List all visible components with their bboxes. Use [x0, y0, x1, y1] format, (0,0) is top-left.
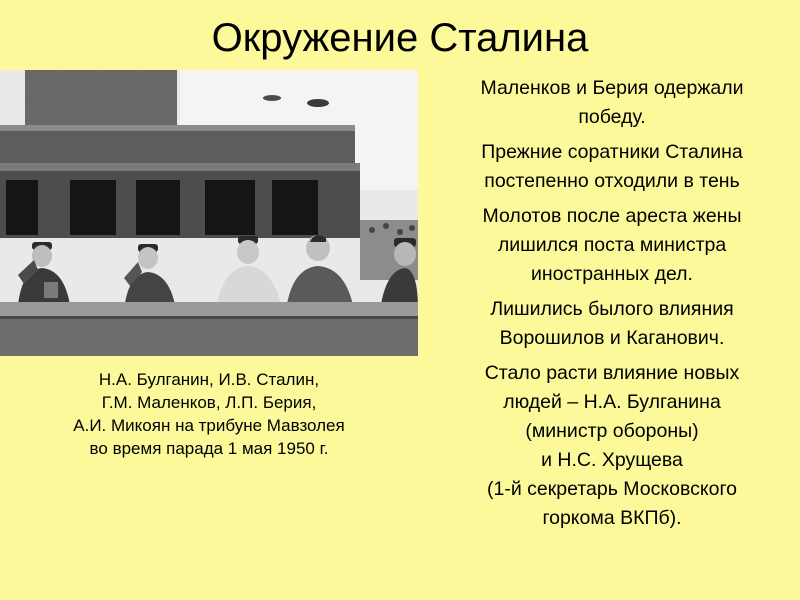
text-line: иностранных дел.	[531, 263, 693, 285]
paragraph	[424, 74, 800, 132]
text-line: Стало расти влияние новых	[484, 362, 740, 384]
text-line: Прежние соратники Сталина	[481, 141, 743, 163]
paragraph	[424, 359, 800, 533]
text-line: Лишились былого влияния	[490, 298, 734, 320]
caption-line: во время парада 1 мая 1950 г.	[89, 439, 329, 458]
caption-line: Н.А. Булганин, И.В. Сталин,	[98, 370, 320, 389]
text-line: (министр обороны)	[525, 420, 699, 442]
slide-title: Окружение Сталина	[211, 16, 589, 60]
paragraph	[424, 202, 800, 289]
text-line: лишился поста министра	[497, 234, 727, 256]
text-line: победу.	[578, 106, 646, 128]
text-line: людей – Н.А. Булганина	[503, 391, 721, 413]
text-line: (1-й секретарь Московского	[487, 478, 737, 500]
body-text	[424, 74, 800, 539]
paragraph	[424, 138, 800, 196]
photo-caption	[14, 368, 404, 460]
caption-line: Г.М. Маленков, Л.П. Берия,	[101, 393, 317, 412]
text-line: Маленков и Берия одержали	[480, 77, 744, 99]
text-line: Молотов после ареста жены	[482, 205, 742, 227]
text-line: Ворошилов и Каганович.	[499, 327, 725, 349]
mausoleum-tribune-photo	[0, 70, 418, 356]
text-line: и Н.С. Хрущева	[541, 449, 683, 471]
caption-line: А.И. Микоян на трибуне Мавзолея	[73, 416, 345, 435]
text-line: постепенно отходили в тень	[484, 170, 740, 192]
paragraph	[424, 295, 800, 353]
text-line: горкома ВКПб).	[542, 507, 682, 529]
